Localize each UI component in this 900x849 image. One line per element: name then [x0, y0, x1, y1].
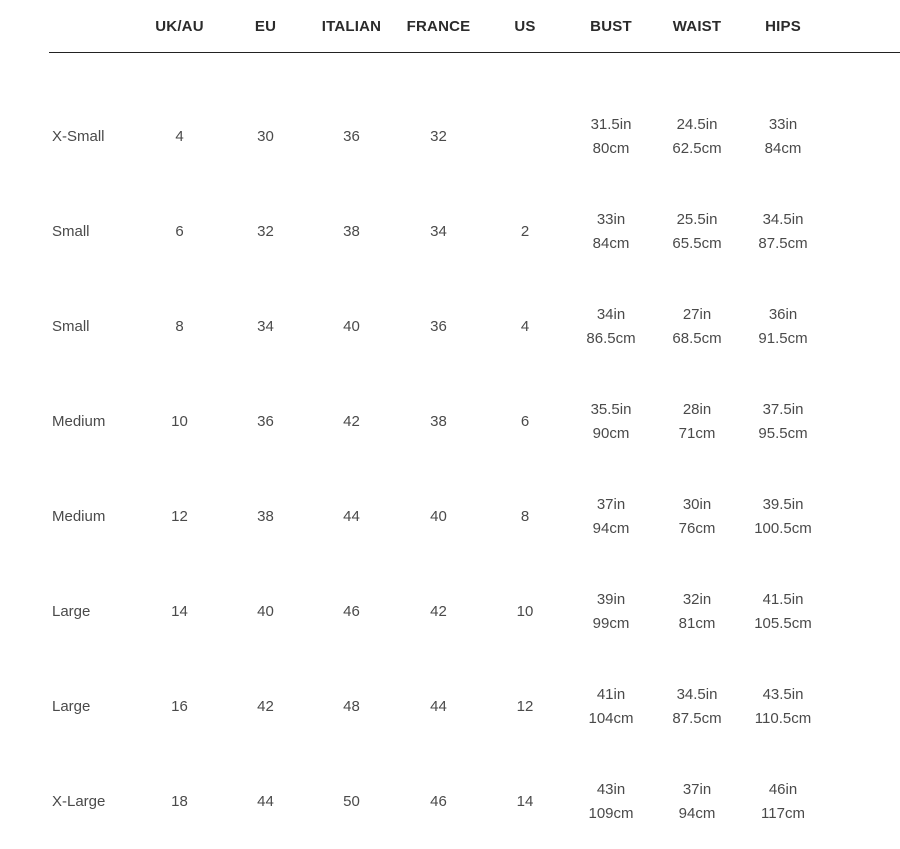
- table-row: [49, 279, 900, 374]
- cell-waist-inches: 30in: [654, 493, 740, 517]
- header-size: [49, 0, 136, 53]
- cell-waist: [654, 659, 740, 754]
- cell-waist-cm: 94cm: [654, 802, 740, 826]
- cell-hips: [740, 564, 826, 659]
- size-chart-table: [49, 0, 900, 849]
- size-name: Medium: [49, 469, 136, 564]
- cell-bust: [568, 374, 654, 469]
- cell-uk-au: 12: [136, 469, 223, 564]
- cell-bust: [568, 184, 654, 279]
- cell-bust: [568, 53, 654, 185]
- cell-bust-inches: 35.5in: [568, 398, 654, 422]
- cell-bust-cm: 90cm: [568, 422, 654, 446]
- cell-bust-inches: 41in: [568, 683, 654, 707]
- cell-waist-cm: 62.5cm: [654, 137, 740, 161]
- header-hips: HIPS: [740, 0, 826, 53]
- cell-waist-inches: 32in: [654, 588, 740, 612]
- cell-spacer: [826, 374, 900, 469]
- cell-eu: 38: [223, 469, 308, 564]
- header-bust: BUST: [568, 0, 654, 53]
- cell-spacer: [826, 279, 900, 374]
- table-row: [49, 564, 900, 659]
- cell-bust-cm: 99cm: [568, 612, 654, 636]
- cell-waist-cm: 81cm: [654, 612, 740, 636]
- header-italian: ITALIAN: [308, 0, 395, 53]
- cell-italian: 40: [308, 279, 395, 374]
- size-name: Medium: [49, 374, 136, 469]
- cell-hips-inches: 34.5in: [740, 208, 826, 232]
- cell-hips-inches: 33in: [740, 113, 826, 137]
- header-france: FRANCE: [395, 0, 482, 53]
- cell-waist: [654, 184, 740, 279]
- cell-spacer: [826, 659, 900, 754]
- cell-hips-inches: 39.5in: [740, 493, 826, 517]
- cell-eu: 40: [223, 564, 308, 659]
- cell-us: [482, 53, 568, 185]
- cell-waist-cm: 87.5cm: [654, 707, 740, 731]
- cell-france: 42: [395, 564, 482, 659]
- cell-france: 40: [395, 469, 482, 564]
- cell-hips: [740, 374, 826, 469]
- cell-italian: 44: [308, 469, 395, 564]
- cell-eu: 32: [223, 184, 308, 279]
- cell-waist-cm: 76cm: [654, 517, 740, 541]
- cell-hips: [740, 659, 826, 754]
- cell-us: 10: [482, 564, 568, 659]
- cell-italian: 48: [308, 659, 395, 754]
- cell-bust-cm: 80cm: [568, 137, 654, 161]
- cell-waist-inches: 25.5in: [654, 208, 740, 232]
- header-waist: WAIST: [654, 0, 740, 53]
- header-spacer: [826, 0, 900, 53]
- cell-bust: [568, 279, 654, 374]
- cell-bust-inches: 43in: [568, 778, 654, 802]
- cell-hips: [740, 469, 826, 564]
- cell-waist-cm: 65.5cm: [654, 232, 740, 256]
- cell-spacer: [826, 53, 900, 185]
- cell-eu: 42: [223, 659, 308, 754]
- cell-spacer: [826, 754, 900, 849]
- cell-us: 4: [482, 279, 568, 374]
- size-name: Large: [49, 564, 136, 659]
- cell-waist-inches: 37in: [654, 778, 740, 802]
- table-row: [49, 374, 900, 469]
- cell-waist-inches: 28in: [654, 398, 740, 422]
- cell-eu: 30: [223, 53, 308, 185]
- cell-waist-inches: 27in: [654, 303, 740, 327]
- cell-hips-cm: 110.5cm: [740, 707, 826, 731]
- cell-waist-inches: 24.5in: [654, 113, 740, 137]
- cell-spacer: [826, 469, 900, 564]
- cell-bust: [568, 564, 654, 659]
- size-name: X-Small: [49, 53, 136, 185]
- cell-us: 2: [482, 184, 568, 279]
- cell-us: 12: [482, 659, 568, 754]
- cell-france: 38: [395, 374, 482, 469]
- cell-uk-au: 4: [136, 53, 223, 185]
- cell-france: 34: [395, 184, 482, 279]
- cell-uk-au: 8: [136, 279, 223, 374]
- cell-bust: [568, 469, 654, 564]
- cell-hips-inches: 41.5in: [740, 588, 826, 612]
- cell-france: 36: [395, 279, 482, 374]
- cell-eu: 44: [223, 754, 308, 849]
- cell-waist-cm: 68.5cm: [654, 327, 740, 351]
- cell-italian: 50: [308, 754, 395, 849]
- size-rows: [49, 53, 900, 849]
- size-name: Small: [49, 184, 136, 279]
- cell-waist: [654, 754, 740, 849]
- cell-bust: [568, 659, 654, 754]
- size-name: Large: [49, 659, 136, 754]
- cell-italian: 36: [308, 53, 395, 185]
- cell-hips: [740, 184, 826, 279]
- cell-waist: [654, 53, 740, 185]
- cell-uk-au: 16: [136, 659, 223, 754]
- cell-eu: 34: [223, 279, 308, 374]
- cell-hips-cm: 100.5cm: [740, 517, 826, 541]
- cell-bust-inches: 37in: [568, 493, 654, 517]
- header-us: US: [482, 0, 568, 53]
- cell-us: 6: [482, 374, 568, 469]
- cell-hips-cm: 84cm: [740, 137, 826, 161]
- cell-hips-inches: 37.5in: [740, 398, 826, 422]
- cell-bust-cm: 86.5cm: [568, 327, 654, 351]
- cell-hips-inches: 46in: [740, 778, 826, 802]
- cell-italian: 46: [308, 564, 395, 659]
- cell-us: 14: [482, 754, 568, 849]
- cell-waist-inches: 34.5in: [654, 683, 740, 707]
- cell-hips: [740, 53, 826, 185]
- cell-italian: 38: [308, 184, 395, 279]
- header-uk-au: UK/AU: [136, 0, 223, 53]
- header-eu: EU: [223, 0, 308, 53]
- cell-bust-inches: 31.5in: [568, 113, 654, 137]
- cell-waist-cm: 71cm: [654, 422, 740, 446]
- cell-hips-cm: 95.5cm: [740, 422, 826, 446]
- cell-bust-inches: 34in: [568, 303, 654, 327]
- table-row: [49, 53, 900, 185]
- cell-waist: [654, 564, 740, 659]
- cell-eu: 36: [223, 374, 308, 469]
- cell-bust-cm: 94cm: [568, 517, 654, 541]
- cell-hips-inches: 43.5in: [740, 683, 826, 707]
- cell-waist: [654, 279, 740, 374]
- cell-hips-inches: 36in: [740, 303, 826, 327]
- cell-france: 46: [395, 754, 482, 849]
- cell-spacer: [826, 184, 900, 279]
- header-row: [49, 0, 900, 53]
- cell-hips-cm: 91.5cm: [740, 327, 826, 351]
- cell-us: 8: [482, 469, 568, 564]
- cell-bust-cm: 104cm: [568, 707, 654, 731]
- cell-waist: [654, 374, 740, 469]
- cell-france: 44: [395, 659, 482, 754]
- cell-uk-au: 10: [136, 374, 223, 469]
- cell-bust-inches: 33in: [568, 208, 654, 232]
- size-name: Small: [49, 279, 136, 374]
- cell-bust-inches: 39in: [568, 588, 654, 612]
- cell-hips-cm: 105.5cm: [740, 612, 826, 636]
- cell-bust-cm: 84cm: [568, 232, 654, 256]
- table-row: [49, 754, 900, 849]
- cell-uk-au: 18: [136, 754, 223, 849]
- cell-bust: [568, 754, 654, 849]
- cell-italian: 42: [308, 374, 395, 469]
- cell-spacer: [826, 564, 900, 659]
- cell-hips: [740, 279, 826, 374]
- cell-waist: [654, 469, 740, 564]
- table-row: [49, 184, 900, 279]
- cell-france: 32: [395, 53, 482, 185]
- cell-hips-cm: 87.5cm: [740, 232, 826, 256]
- cell-uk-au: 14: [136, 564, 223, 659]
- table-row: [49, 469, 900, 564]
- cell-uk-au: 6: [136, 184, 223, 279]
- size-name: X-Large: [49, 754, 136, 849]
- cell-hips: [740, 754, 826, 849]
- table-row: [49, 659, 900, 754]
- cell-hips-cm: 117cm: [740, 802, 826, 826]
- cell-bust-cm: 109cm: [568, 802, 654, 826]
